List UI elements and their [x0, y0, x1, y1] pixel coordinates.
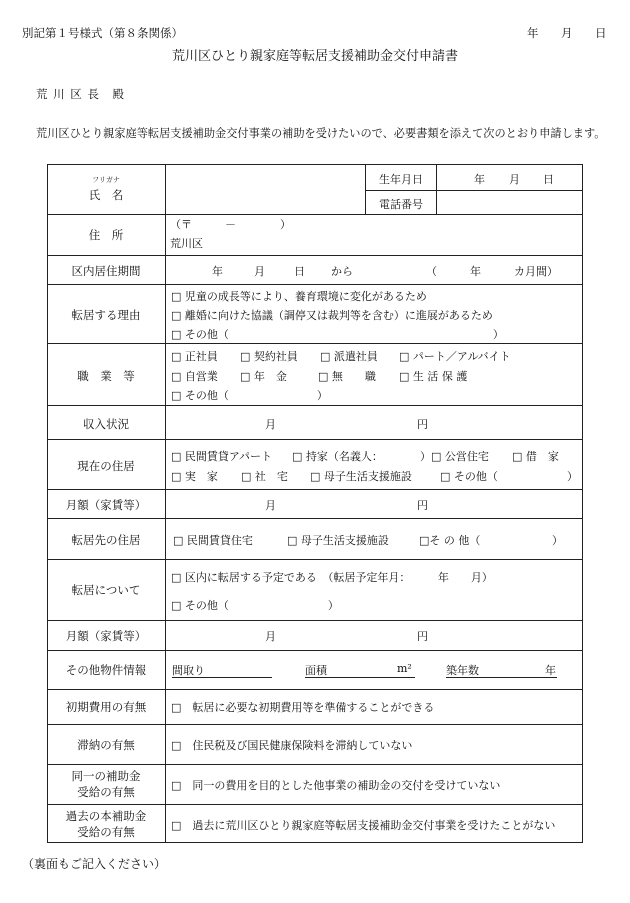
relocation-other[interactable]: □ その他（ ） [171, 599, 339, 612]
residence-month: 月 [254, 265, 265, 278]
housing-owned[interactable]: □ 持家（名義人： [292, 450, 383, 463]
past-subsidy-label-line2: 受給の有無 [77, 825, 135, 839]
date-month-label: 月 [561, 26, 573, 40]
residence-from: から [331, 265, 353, 278]
current-rent-month-unit: 月 [265, 499, 276, 512]
occupation-fulltime[interactable]: □ 正社員 [171, 350, 218, 363]
occupation-other[interactable]: □ その他（ ） [171, 389, 328, 402]
housing-other[interactable]: □ その他（ [440, 470, 498, 483]
reason-option-other[interactable]: □ その他（ ） [171, 328, 504, 341]
footer-note: （裏面もご記入ください） [22, 857, 167, 871]
housing-private-rental[interactable]: □ 民間賃貸アパート [171, 450, 273, 463]
housing-rented-house[interactable]: □ 借 家 [512, 450, 559, 463]
birthdate-day: 日 [543, 173, 554, 186]
reason-label: 転居する理由 [71, 308, 141, 322]
new-housing-private-rental[interactable]: □ 民間賃貸住宅 [173, 534, 253, 547]
new-housing-other[interactable]: □そ の 他（ [419, 534, 481, 547]
housing-public[interactable]: ）□ 公営住宅 [420, 450, 489, 463]
new-housing-mother-child-facility[interactable]: □ 母子生活支援施設 [287, 534, 389, 547]
current-housing-label: 現在の住居 [77, 459, 135, 473]
occupation-pension[interactable]: □ 年 金 [240, 370, 287, 383]
initial-cost-label: 初期費用の有無 [65, 700, 147, 714]
date-day-label: 日 [595, 26, 607, 40]
same-subsidy-option[interactable]: □ 同一の費用を目的とした他事業の補助金の交付を受けていない [171, 779, 501, 792]
current-rent-yen-unit: 円 [417, 499, 428, 512]
occupation-welfare[interactable]: □ 生 活 保 護 [399, 370, 468, 383]
furigana-label: フリガナ [92, 176, 120, 184]
property-info-label: その他物件情報 [65, 663, 147, 677]
new-housing-label: 転居先の住居 [71, 533, 141, 547]
arrears-option[interactable]: □ 住民税及び国民健康保険料を滞納していない [171, 739, 413, 752]
postal-code-field: （〒 － ） [170, 218, 291, 231]
income-month-unit: 月 [265, 418, 276, 431]
birthdate-year: 年 [474, 173, 485, 186]
new-housing-other-close: ） [552, 534, 563, 547]
past-subsidy-option[interactable]: □ 過去に荒川区ひとり親家庭等転居支援補助金交付事業を受けたことがない [171, 819, 556, 832]
relocation-label: 転居について [71, 583, 141, 597]
occupation-unemployed[interactable]: □ 無 職 [318, 370, 376, 383]
layout-field-label: 間取り [172, 664, 205, 677]
reason-option-divorce[interactable]: □ 離婚に向けた協議（調停又は裁判等を含む）に進展があるため [171, 309, 493, 322]
same-subsidy-label-line2: 受給の有無 [77, 785, 135, 799]
occupation-label: 職 業 等 [77, 369, 135, 383]
form-number: 別記第１号様式（第８条関係） [22, 26, 183, 40]
income-yen-unit: 円 [417, 418, 428, 431]
building-age-unit: 年 [545, 664, 556, 677]
occupation-contract[interactable]: □ 契約社員 [240, 350, 298, 363]
date-year-label: 年 [527, 26, 539, 40]
housing-mother-child-facility[interactable]: □ 母子生活支援施設 [310, 470, 412, 483]
building-age-label: 築年数 [446, 664, 479, 677]
birthdate-label: 生年月日 [379, 173, 423, 186]
same-subsidy-label-line1: 同一の補助金 [71, 769, 141, 783]
income-label: 収入状況 [83, 417, 129, 431]
reason-option-child-growth[interactable]: □ 児童の成長等により、養育環境に変化があるため [171, 290, 427, 303]
residence-duration: （ 年 カ月間） [426, 265, 558, 278]
residence-period-label: 区内居住期間 [71, 264, 141, 278]
occupation-parttime[interactable]: □ パート／アルバイト [399, 350, 511, 363]
ward-text: 荒川区 [170, 237, 203, 250]
occupation-dispatch[interactable]: □ 派遣社員 [320, 350, 378, 363]
residence-day: 日 [294, 265, 305, 278]
area-field-label: 面積 [305, 664, 327, 677]
birthdate-month: 月 [509, 173, 520, 186]
form-title: 荒川区ひとり親家庭等転居支援補助金交付申請書 [171, 49, 458, 64]
address-label: 住 所 [88, 228, 124, 242]
phone-label: 電話番号 [379, 198, 423, 211]
new-rent-label: 月額（家賃等） [65, 629, 147, 643]
name-label: 氏 名 [88, 188, 124, 202]
occupation-selfemployed[interactable]: □ 自営業 [171, 370, 218, 383]
area-unit: m² [397, 662, 412, 675]
relocation-within-ward[interactable]: □ 区内に転居する予定である （転居予定年月： 年 月） [171, 571, 493, 584]
current-rent-label: 月額（家賃等） [65, 498, 147, 512]
new-rent-month-unit: 月 [265, 630, 276, 643]
new-rent-yen-unit: 円 [417, 630, 428, 643]
housing-family-home[interactable]: □ 実 家 [171, 470, 218, 483]
initial-cost-option[interactable]: □ 転居に必要な初期費用等を準備することができる [171, 701, 435, 714]
arrears-label: 滞納の有無 [77, 738, 135, 752]
intro-text: 荒川区ひとり親家庭等転居支援補助金交付事業の補助を受けたいので、必要書類を添えて次のとおり申請します。 [36, 127, 606, 140]
past-subsidy-label-line1: 過去の本補助金 [65, 809, 147, 823]
housing-company[interactable]: □ 社 宅 [241, 470, 288, 483]
addressee: 荒 川 区 長 殿 [36, 87, 125, 101]
housing-other-close: ） [567, 470, 578, 483]
residence-year: 年 [212, 265, 223, 278]
